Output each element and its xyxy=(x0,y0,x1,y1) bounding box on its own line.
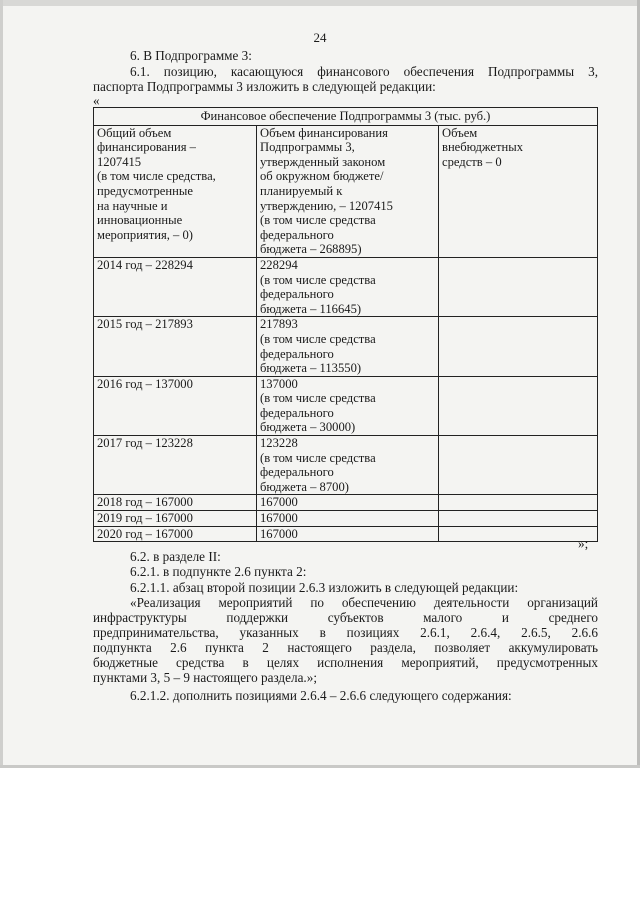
cell-line: (в том числе средства xyxy=(260,450,376,465)
cell-line: бюджета – 8700) xyxy=(260,479,349,494)
intro-line: 6.1. позицию, касающуюся финансового обеспечения Подпрограммы 3, xyxy=(130,64,598,79)
extrabudgetary-cell xyxy=(439,495,598,511)
paragraph: 6.2.1.2. дополнить позициями 2.6.4 – 2.6.6 следующего содержания: xyxy=(130,688,512,703)
cell-line: Объем xyxy=(442,125,478,140)
table-row xyxy=(94,317,598,376)
cell-line: 1207415 xyxy=(97,154,142,169)
cell-line: 167000 xyxy=(260,511,298,526)
page-number: 24 xyxy=(313,30,327,45)
quote-line: предпринимательства, указанных в позициях 2.6.1, 2.6.4, 2.6.5, 2.6.6 xyxy=(93,625,598,640)
table-caption: Финансовое обеспечение Подпрограммы 3 (тыс. руб.) xyxy=(94,108,598,126)
table-row xyxy=(94,526,598,542)
cell-line: 167000 xyxy=(260,526,298,541)
cell-line: бюджета – 268895) xyxy=(260,242,362,257)
cell-line: федерального xyxy=(260,227,334,242)
open-quote: « xyxy=(93,93,100,108)
scan-edge xyxy=(0,0,640,6)
quote-line: пунктами 3, 5 – 9 настоящего раздела.»; xyxy=(93,670,317,685)
year-cell: 2018 год – 167000 xyxy=(94,495,257,511)
section-heading: 6. В Подпрограмме 3: xyxy=(130,48,252,63)
cell-line: (в том числе средства xyxy=(260,391,376,406)
header-total xyxy=(94,125,257,257)
cell-line: инновационные xyxy=(97,213,183,228)
table-header-row xyxy=(94,125,598,257)
cell-line: мероприятия, – 0) xyxy=(97,227,193,242)
year-cell: 2014 год – 228294 xyxy=(94,257,257,316)
cell-line: федерального xyxy=(260,287,334,302)
amount-cell xyxy=(257,436,439,495)
table-row xyxy=(94,376,598,435)
extrabudgetary-cell xyxy=(439,376,598,435)
extrabudgetary-cell xyxy=(439,436,598,495)
cell-line: бюджета – 30000) xyxy=(260,420,356,435)
cell-line: об окружном бюджете/ xyxy=(260,169,384,184)
header-program-funding xyxy=(257,125,439,257)
amount-cell xyxy=(257,317,439,376)
amount-cell xyxy=(257,376,439,435)
table-row xyxy=(94,511,598,527)
quote-line: «Реализация мероприятий по обеспечению деятельности организаций xyxy=(130,595,598,610)
cell-line: Общий объем xyxy=(97,125,172,140)
amount-cell xyxy=(257,526,439,542)
financing-table xyxy=(93,107,598,542)
paragraph: 6.2.1.1. абзац второй позиции 2.6.3 изложить в следующей редакции: xyxy=(130,580,519,595)
cell-line: (в том числе средства xyxy=(260,213,376,228)
paragraph: 6.2.1. в подпункте 2.6 пункта 2: xyxy=(130,564,307,579)
table-row xyxy=(94,257,598,316)
table-row xyxy=(94,495,598,511)
cell-line: федерального xyxy=(260,346,334,361)
cell-line: федерального xyxy=(260,465,334,480)
quote-line: подпункта 2.6 пункта 2 настоящего раздела, позволяет аккумулировать xyxy=(93,640,598,655)
cell-line: (в том числе средства xyxy=(260,272,376,287)
cell-line: Подпрограммы 3, xyxy=(260,140,355,155)
table-row xyxy=(94,436,598,495)
cell-line: бюджета – 116645) xyxy=(260,301,362,316)
quote-line: бюджетные средства в целях исполнения мероприятий, предусмотренных xyxy=(93,655,598,670)
cell-line: 228294 xyxy=(260,257,298,272)
extrabudgetary-cell xyxy=(439,257,598,316)
cell-line: утвержденный законом xyxy=(260,154,386,169)
extrabudgetary-cell xyxy=(439,526,598,542)
cell-line: внебюджетных xyxy=(442,140,523,155)
cell-line: утверждению, – 1207415 xyxy=(260,198,393,213)
paragraph: 6.2. в разделе II: xyxy=(130,549,221,564)
cell-line: бюджета – 113550) xyxy=(260,361,362,376)
cell-line: 167000 xyxy=(260,495,298,510)
cell-line: предусмотренные xyxy=(97,183,193,198)
cell-line: 123228 xyxy=(260,436,298,451)
intro-line: паспорта Подпрограммы 3 изложить в следующей редакции: xyxy=(93,79,436,94)
cell-line: планируемый к xyxy=(260,183,343,198)
cell-line: 137000 xyxy=(260,376,298,391)
scan-edge xyxy=(0,0,3,768)
close-quote: »; xyxy=(578,536,589,551)
amount-cell xyxy=(257,257,439,316)
year-cell: 2016 год – 137000 xyxy=(94,376,257,435)
cell-line: финансирования – xyxy=(97,140,196,155)
year-cell: 2017 год – 123228 xyxy=(94,436,257,495)
amount-cell xyxy=(257,511,439,527)
cell-line: средств – 0 xyxy=(442,154,502,169)
quote-line: инфраструктуры поддержки субъектов малого и среднего xyxy=(93,610,598,625)
cell-line: федерального xyxy=(260,405,334,420)
cell-line: (в том числе средства xyxy=(260,331,376,346)
amount-cell xyxy=(257,495,439,511)
table-caption-row xyxy=(94,108,598,126)
cell-line: Объем финансирования xyxy=(260,125,388,140)
header-extrabudgetary xyxy=(439,125,598,257)
cell-line: 217893 xyxy=(260,317,298,332)
year-cell: 2019 год – 167000 xyxy=(94,511,257,527)
scan-edge xyxy=(0,765,640,768)
cell-line: (в том числе средства, xyxy=(97,169,216,184)
year-cell: 2020 год – 167000 xyxy=(94,526,257,542)
extrabudgetary-cell xyxy=(439,317,598,376)
year-cell: 2015 год – 217893 xyxy=(94,317,257,376)
cell-line: на научные и xyxy=(97,198,168,213)
extrabudgetary-cell xyxy=(439,511,598,527)
